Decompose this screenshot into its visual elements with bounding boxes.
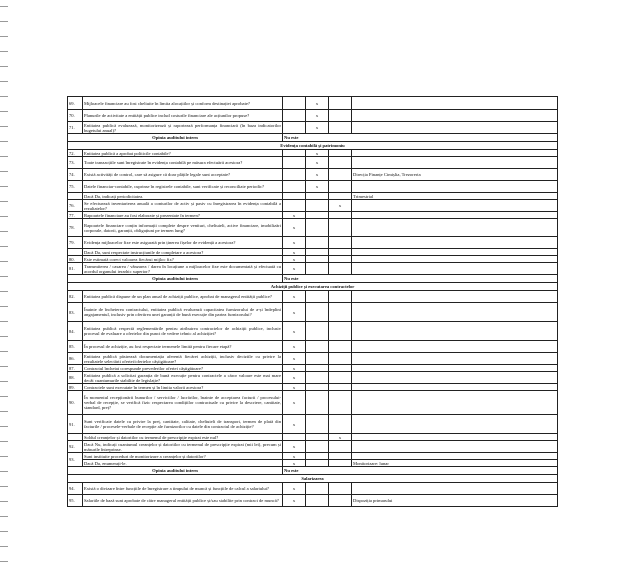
answer-na-cell xyxy=(329,193,352,200)
question-number: 87. xyxy=(68,365,83,372)
question-number: 89. xyxy=(68,384,83,391)
question-text: Dacă Da, sunt respectate instrucțiunile de completare a acestora? xyxy=(83,249,283,256)
section-heading-row xyxy=(68,142,558,150)
question-text: Se efectuează inventarierea anuală a conturilor de activ și pasiv cu înregistrarea în evidența contabilă a rezultatelor? xyxy=(84,200,281,211)
opinion-row xyxy=(68,134,558,142)
margin-tick xyxy=(0,321,8,322)
answer-na-cell xyxy=(329,353,352,365)
observation-cell xyxy=(352,110,558,122)
answer-nu-cell: x xyxy=(306,110,329,122)
observation-cell xyxy=(352,219,558,237)
answer-da-cell xyxy=(283,181,306,193)
margin-tick xyxy=(0,276,8,277)
answer-nu-cell: x xyxy=(306,157,329,169)
question-number: 92. xyxy=(68,441,83,453)
answer-nu-cell xyxy=(306,495,329,507)
margin-tick xyxy=(0,516,8,517)
opinion-row xyxy=(68,467,558,475)
observation-cell xyxy=(352,97,558,110)
margin-tick xyxy=(0,141,8,142)
opinion-label: Opinia auditului intern xyxy=(68,275,283,283)
question-text: Entitatea publică respectă reglementările pentru atribuirea contractelor de achiziții publice, inclusiv procesul de evaluare a ofertelor din punct de vedere tehnic al achiziției? xyxy=(83,322,283,341)
answer-na-cell xyxy=(329,441,352,453)
question-text: Soldul creanțelor și datoriilor cu termenul de prescripție expirat este nul? xyxy=(83,434,283,441)
margin-tick xyxy=(0,381,8,382)
margin-tick xyxy=(0,111,8,112)
answer-na-cell xyxy=(329,372,352,384)
observation-cell xyxy=(352,150,558,157)
observation-cell: Dispoziția primarului xyxy=(352,495,558,507)
margin-tick xyxy=(0,471,8,472)
answer-na-cell: x xyxy=(329,434,352,441)
answer-nu-cell xyxy=(306,341,329,353)
answer-nu-cell xyxy=(306,249,329,256)
observation-cell xyxy=(352,322,558,341)
answer-da-cell: x xyxy=(283,249,306,256)
answer-na-cell xyxy=(329,391,352,415)
answer-da-cell: x xyxy=(283,483,306,495)
table-row xyxy=(68,249,558,256)
observation-cell xyxy=(352,372,558,384)
answer-nu-cell xyxy=(306,372,329,384)
answer-da-cell: x xyxy=(283,384,306,391)
margin-tick xyxy=(0,366,8,367)
answer-na-cell xyxy=(329,122,352,134)
table-row xyxy=(68,353,558,365)
answer-na-cell xyxy=(329,291,352,303)
answer-da-cell xyxy=(283,200,306,212)
margin-tick xyxy=(0,411,8,412)
answer-nu-cell xyxy=(306,193,329,200)
margin-tick xyxy=(0,261,8,262)
observation-cell xyxy=(352,415,558,434)
answer-nu-cell xyxy=(306,303,329,322)
answer-da-cell: x xyxy=(283,303,306,322)
checklist-body xyxy=(68,97,558,507)
observation-cell xyxy=(352,256,558,263)
answer-nu-cell xyxy=(306,415,329,434)
answer-da-cell: x xyxy=(283,237,306,249)
table-row xyxy=(68,219,558,237)
observation-cell xyxy=(352,384,558,391)
table-row xyxy=(68,256,558,263)
observation-cell xyxy=(352,157,558,169)
answer-na-cell xyxy=(329,341,352,353)
question-text: Este estimată corect valoarea fiecărui mijloc fix? xyxy=(83,256,283,263)
observation-cell: Direcția Finanțe Cimișlia, Trezoreria xyxy=(352,169,558,181)
table-row xyxy=(68,441,558,453)
table-row xyxy=(68,415,558,434)
margin-tick xyxy=(0,561,8,562)
answer-nu-cell xyxy=(306,353,329,365)
observation-cell xyxy=(352,441,558,453)
section-heading: Salarizarea xyxy=(68,475,558,483)
table-row xyxy=(68,237,558,249)
question-number: 86. xyxy=(68,353,83,365)
margin-tick xyxy=(0,501,8,502)
answer-na-cell xyxy=(329,157,352,169)
question-text: Datele financiar-contabile, cuprinse în registrele contabile, sunt verificate și reconciliate periodic? xyxy=(83,181,283,193)
margin-tick xyxy=(0,456,8,457)
answer-da-cell xyxy=(283,97,306,110)
question-number: 71. xyxy=(68,122,83,134)
answer-na-cell xyxy=(329,219,352,237)
answer-na-cell: x xyxy=(329,200,352,212)
answer-na-cell xyxy=(329,263,352,275)
opinion-label: Opinia auditului intern xyxy=(68,134,283,142)
answer-da-cell: x xyxy=(283,256,306,263)
section-heading-row xyxy=(68,475,558,483)
answer-na-cell xyxy=(329,453,352,460)
question-number: 91. xyxy=(68,415,83,434)
answer-nu-cell xyxy=(306,212,329,219)
answer-nu-cell xyxy=(306,453,329,460)
answer-na-cell xyxy=(329,181,352,193)
answer-nu-cell xyxy=(306,384,329,391)
margin-tick xyxy=(0,426,8,427)
question-text: Entitatea publică evaluează, monitorizează și raportează performanța financiară (în baza indicatorilor bugetului anual)? xyxy=(84,122,281,133)
question-text: Dacă Nu, indicați cuantumul creanțelor și datoriilor cu termenul de prescripție expirat (mii lei), precum și măsurile întreprinse. xyxy=(84,441,281,452)
question-number xyxy=(68,434,83,441)
question-text: Dacă Da, indicați periodicitatea. xyxy=(83,193,283,200)
margin-tick xyxy=(0,546,8,547)
question-number: 73. xyxy=(68,157,83,169)
answer-da-cell: x xyxy=(283,291,306,303)
answer-na-cell xyxy=(329,415,352,434)
answer-na-cell xyxy=(329,483,352,495)
question-text: Rapoartele financiare au fost elaborate și prezentate în termen? xyxy=(83,212,283,219)
question-number xyxy=(68,249,83,256)
table-row xyxy=(68,341,558,353)
question-number: 94. xyxy=(68,483,83,495)
answer-da-cell: x xyxy=(283,365,306,372)
answer-na-cell xyxy=(329,237,352,249)
question-number: 79. xyxy=(68,237,83,249)
answer-nu-cell xyxy=(306,219,329,237)
question-text: Transmiterea / casarea / vânzarea / darea în locațiune a mijloacelor fixe este documentată și efectuată cu acordul organului ierarhic superior? xyxy=(84,263,281,274)
observation-cell xyxy=(352,212,558,219)
question-text: În procesul de achiziție, au fost respectate termenele limită pentru fiecare etapă? xyxy=(83,341,283,353)
answer-da-cell: x xyxy=(283,495,306,507)
answer-na-cell xyxy=(329,150,352,157)
table-row xyxy=(68,181,558,193)
margin-tick xyxy=(0,486,8,487)
answer-da-cell: x xyxy=(283,441,306,453)
margin-tick xyxy=(0,201,8,202)
answer-na-cell xyxy=(329,384,352,391)
answer-nu-cell xyxy=(306,322,329,341)
answer-na-cell xyxy=(329,460,352,467)
question-number: 85. xyxy=(68,341,83,353)
observation-cell xyxy=(352,341,558,353)
question-text: Planurile de activitate a entității publice includ costurile financiare ale acțiunilor propuse? xyxy=(83,110,283,122)
margin-tick xyxy=(0,396,8,397)
opinion-value: Nu este xyxy=(283,134,558,142)
margin-tick xyxy=(0,306,8,307)
question-number: 83. xyxy=(68,303,83,322)
question-text: Entitatea publică păstrează documentația aferentă fiecărei achiziții, inclusiv deciziile cu privire la rezultatele selectării ofertei/ofertelor câștigătoare? xyxy=(84,353,281,364)
table-row xyxy=(68,200,558,212)
answer-da-cell: x xyxy=(283,391,306,415)
question-number: 72. xyxy=(68,150,83,157)
observation-cell xyxy=(352,483,558,495)
answer-da-cell: x xyxy=(283,341,306,353)
answer-nu-cell xyxy=(306,200,329,212)
answer-nu-cell: x xyxy=(306,181,329,193)
answer-nu-cell: x xyxy=(306,122,329,134)
table-row xyxy=(68,212,558,219)
margin-tick xyxy=(0,171,8,172)
table-row xyxy=(68,97,558,110)
table-row xyxy=(68,322,558,341)
table-row xyxy=(68,384,558,391)
answer-da-cell: x xyxy=(283,460,306,467)
question-text: Există o divizare între funcțiile de înregistrare a timpului de muncă și funcțiile de calcul a salariului? xyxy=(83,483,283,495)
question-number: 82. xyxy=(68,291,83,303)
section-heading: Achiziții publice și executarea contractelor xyxy=(68,283,558,291)
answer-nu-cell xyxy=(306,263,329,275)
question-number: 78. xyxy=(68,219,83,237)
answer-da-cell: x xyxy=(283,212,306,219)
answer-nu-cell xyxy=(306,483,329,495)
answer-nu-cell xyxy=(306,237,329,249)
margin-tick xyxy=(0,21,8,22)
checklist-table xyxy=(67,96,558,507)
observation-cell xyxy=(352,200,558,212)
answer-da-cell xyxy=(283,150,306,157)
margin-tick xyxy=(0,186,8,187)
question-text: Rapoartele financiare conțin informații complete despre venituri, cheltuieli, active financiare, imobilizări corporale, datorii, garanții, obligațiuni pe termen lung? xyxy=(83,219,283,237)
answer-da-cell xyxy=(283,122,306,134)
margin-tick xyxy=(0,6,8,7)
table-row xyxy=(68,453,558,460)
margin-tick xyxy=(0,51,8,52)
question-number: 76. xyxy=(68,200,83,212)
table-row xyxy=(68,391,558,415)
table-row xyxy=(68,291,558,303)
table-row xyxy=(68,460,558,467)
question-text: Dacă Da, enumerați-le. xyxy=(83,460,283,467)
question-number: 70. xyxy=(68,110,83,122)
margin-tick xyxy=(0,351,8,352)
answer-na-cell xyxy=(329,169,352,181)
answer-na-cell xyxy=(329,256,352,263)
margin-tick xyxy=(0,126,8,127)
opinion-row xyxy=(68,275,558,283)
question-text: Contractele sunt executate în termen și în limita valorii acestora? xyxy=(83,384,283,391)
observation-cell xyxy=(352,365,558,372)
answer-na-cell xyxy=(329,249,352,256)
answer-da-cell: x xyxy=(283,322,306,341)
answer-da-cell xyxy=(283,157,306,169)
answer-da-cell: x xyxy=(283,453,306,460)
question-number: 88. xyxy=(68,372,83,384)
question-text: Entitatea publică a aprobat politicile contabile? xyxy=(83,150,283,157)
question-number: 74. xyxy=(68,169,83,181)
answer-nu-cell xyxy=(306,441,329,453)
table-row xyxy=(68,157,558,169)
answer-nu-cell xyxy=(306,434,329,441)
question-number xyxy=(68,193,83,200)
table-row xyxy=(68,169,558,181)
margin-tick xyxy=(0,231,8,232)
answer-na-cell xyxy=(329,495,352,507)
answer-nu-cell xyxy=(306,291,329,303)
question-number: 90. xyxy=(68,391,83,415)
question-number: 84. xyxy=(68,322,83,341)
question-number: 69. xyxy=(68,97,83,110)
question-text: Contractul încheiat corespunde prevederilor ofertei câștigătoare? xyxy=(83,365,283,372)
margin-tick xyxy=(0,291,8,292)
question-number: 80. xyxy=(68,256,83,263)
answer-nu-cell xyxy=(306,391,329,415)
question-text: Entitatea publică a solicitat garanția de bună execuție pentru contractele a căror valoare este mai mare decât cuantumurile stabilite de legislație? xyxy=(84,372,281,383)
table-row xyxy=(68,434,558,441)
answer-nu-cell: x xyxy=(306,150,329,157)
margin-tick xyxy=(0,81,8,82)
opinion-label: Opinia auditului intern xyxy=(68,467,283,475)
question-text: Există activități de control, care să asigure că doar plățile legale sunt acceptate? xyxy=(83,169,283,181)
observation-cell: Monitorizare: lunar xyxy=(352,460,558,467)
question-text: Toate tranzacțiile sunt înregistrate în evidența contabilă pe măsura efectuării acestora? xyxy=(83,157,283,169)
observation-cell xyxy=(352,391,558,415)
answer-na-cell xyxy=(329,97,352,110)
table-row xyxy=(68,303,558,322)
answer-nu-cell xyxy=(306,460,329,467)
answer-da-cell: x xyxy=(283,263,306,275)
observation-cell xyxy=(352,434,558,441)
table-row xyxy=(68,122,558,134)
margin-tick xyxy=(0,246,8,247)
question-text: În momentul recepționării bunurilor / serviciilor / lucrărilor, înainte de acceptarea facturii / procesului-verbal de recepție, se verifică fizic respectarea condițiilor contractuale cu privire la descriere, cantitate, standard, preț? xyxy=(83,391,283,415)
answer-da-cell: x xyxy=(283,353,306,365)
observation-cell xyxy=(352,303,558,322)
section-heading-row xyxy=(68,283,558,291)
answer-nu-cell xyxy=(306,256,329,263)
question-text: Evidența mijloacelor fixe este asigurată prin ținerea fișelor de evidență a acestora? xyxy=(83,237,283,249)
answer-da-cell xyxy=(283,193,306,200)
question-text: Înainte de încheierea contractului, entitatea publică evaluează capacitatea furnizorului de a-și îndeplini angajamentul, inclusiv prin ofertirea unei garanții de bună execuție din partea furnizorului? xyxy=(83,303,283,322)
observation-cell xyxy=(352,353,558,365)
margin-tick xyxy=(0,531,8,532)
answer-na-cell xyxy=(329,365,352,372)
answer-na-cell xyxy=(329,303,352,322)
question-text: Sunt instituite proceduri de monitorizare a creanțelor și datoriilor? xyxy=(83,453,283,460)
opinion-value: Nu este xyxy=(283,275,558,283)
section-heading: Evidența contabilă și patrimoniu xyxy=(68,142,558,150)
question-number: 93. xyxy=(68,453,83,467)
answer-nu-cell xyxy=(306,365,329,372)
margin-tick xyxy=(0,156,8,157)
answer-nu-cell: x xyxy=(306,169,329,181)
question-number: 77. xyxy=(68,212,83,219)
table-row xyxy=(68,110,558,122)
table-row xyxy=(68,193,558,200)
margin-tick xyxy=(0,96,8,97)
table-row xyxy=(68,263,558,275)
answer-nu-cell: x xyxy=(306,97,329,110)
observation-cell xyxy=(352,291,558,303)
answer-na-cell xyxy=(329,110,352,122)
opinion-value: Nu este xyxy=(283,467,558,475)
table-row xyxy=(68,483,558,495)
table-row xyxy=(68,495,558,507)
answer-da-cell xyxy=(283,110,306,122)
observation-cell xyxy=(352,263,558,275)
question-text: Salariile de bază sunt aprobate de către managerul entității publice și/sau stabilite prin contract de muncă? xyxy=(83,495,283,507)
question-text: Mijloacele financiare au fost cheltuite în limita alocațiilor și conform destinației aprobate? xyxy=(83,97,283,110)
question-text: Sunt verificate datele cu privire la preț, cantitate, calitate, cheltuieli de transport, termen de plată din facturile / procesele-verbale de recepție ale furnizorilor cu datele din contractul de achiziție? xyxy=(83,415,283,434)
margin-tick xyxy=(0,216,8,217)
answer-na-cell xyxy=(329,212,352,219)
answer-da-cell: x xyxy=(283,415,306,434)
observation-cell xyxy=(352,249,558,256)
table-row xyxy=(68,150,558,157)
observation-cell: Trimestrial xyxy=(352,193,558,200)
answer-da-cell: x xyxy=(283,219,306,237)
observation-cell xyxy=(352,181,558,193)
answer-na-cell xyxy=(329,322,352,341)
observation-cell xyxy=(352,453,558,460)
question-number: 75. xyxy=(68,181,83,193)
answer-da-cell xyxy=(283,434,306,441)
question-number: 81. xyxy=(68,263,83,275)
answer-da-cell xyxy=(283,169,306,181)
answer-da-cell: x xyxy=(283,372,306,384)
margin-tick xyxy=(0,336,8,337)
question-text: Entitatea publică dispune de un plan anual de achiziții publice, aprobat de managerul entității publice? xyxy=(83,291,283,303)
question-number: 95. xyxy=(68,495,83,507)
observation-cell xyxy=(352,122,558,134)
observation-cell xyxy=(352,237,558,249)
table-row xyxy=(68,372,558,384)
table-row xyxy=(68,365,558,372)
margin-tick xyxy=(0,36,8,37)
margin-tick xyxy=(0,66,8,67)
margin-tick xyxy=(0,441,8,442)
